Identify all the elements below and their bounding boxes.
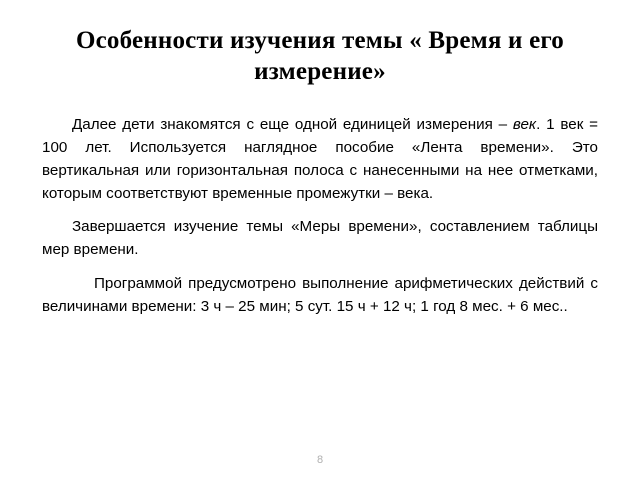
slide-body [42,113,598,318]
paragraph-3: Программой предусмотрено выполнение арифметических действий с величинами времени: 3 ч – 25 мин; 5 сут. 15 ч + 12 ч; 1 год 8 мес. + 6 мес.. [42,274,598,315]
page-title: Особенности изучения темы « Время и его измерение» [75,27,565,85]
paragraph-1-text-start: Далее дети знакомятся с еще одной единицей измерения – [72,116,513,133]
paragraph-1 [42,113,598,205]
paragraph-2: Завершается изучение темы «Меры времени», составлением таблицы мер времени. [42,218,598,259]
page-number: 8 [316,454,324,466]
paragraph-1-text-end: . 1 век = 100 лет. Используется наглядное пособие «Лента времени». Это вертикальная или горизонтальная полоса с нанесенными на нее отметками, которым соответствуют временные промежутки – века. [42,116,598,203]
paragraph-1-emphasis: век [512,116,537,133]
